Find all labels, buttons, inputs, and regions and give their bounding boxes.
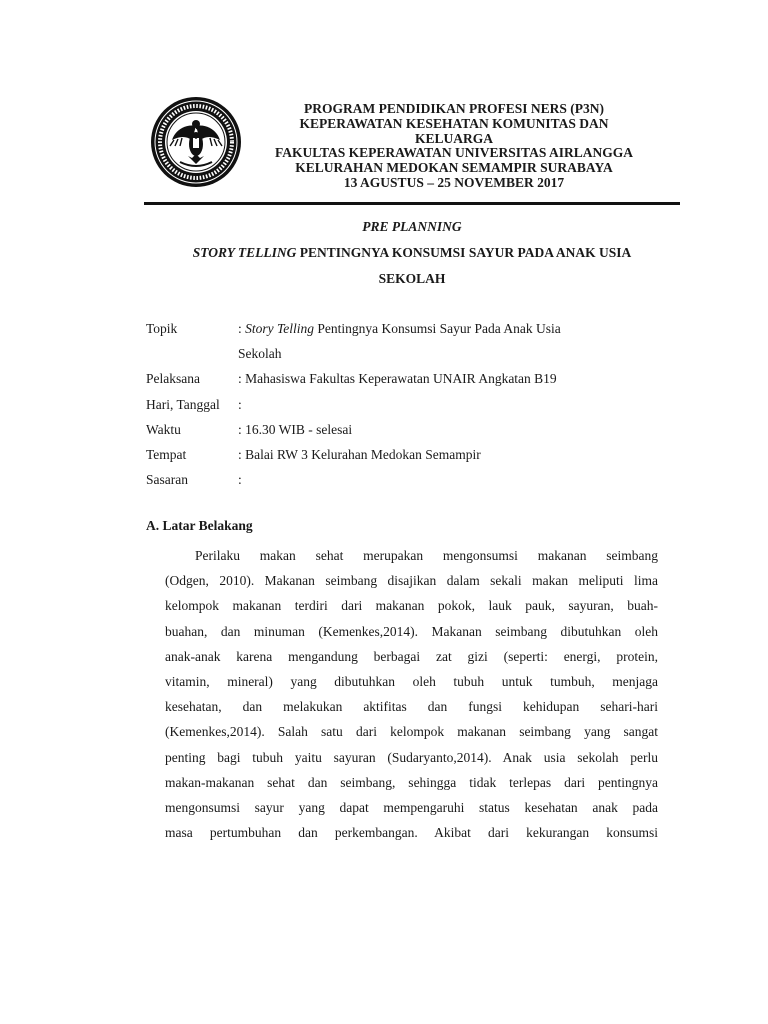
info-topik-cont: Sekolah — [238, 346, 282, 362]
body-line: (Odgen, 2010). Makanan seimbang disajikan dalam sekali makan meliputi lima — [165, 573, 658, 589]
title-pre-planning: PRE PLANNING — [362, 219, 462, 234]
info-label-tempat: Tempat — [146, 447, 187, 463]
body-line: makan-makanan sehat dan seimbang, sehingga tidak terlepas dari pentingnya — [165, 774, 658, 790]
info-value-sasaran: : — [238, 472, 242, 488]
header-divider — [144, 202, 680, 205]
info-row-waktu — [146, 417, 666, 442]
university-seal-logo — [150, 96, 242, 188]
body-line: Perilaku makan sehat merupakan mengonsumsi makanan seimbang — [195, 548, 658, 563]
letterhead-line-dates: 13 AGUSTUS – 25 NOVEMBER 2017 — [343, 174, 565, 190]
title-story-telling-rest: PENTINGNYA KONSUMSI SAYUR PADA ANAK USIA — [296, 245, 632, 260]
letterhead-line-department: KEPERAWATAN KESEHATAN KOMUNITAS DAN — [299, 115, 609, 131]
info-value-topik — [238, 316, 666, 366]
info-topik-rest: Pentingnya Konsumsi Sayur Pada Anak Usia — [314, 321, 561, 336]
info-row-pelaksana — [146, 366, 666, 391]
info-topik-prefix: : — [238, 321, 246, 336]
info-row-tempat — [146, 442, 666, 467]
letterhead-line-program: PROGRAM PENDIDIKAN PROFESI NERS (P3N) — [304, 101, 604, 116]
info-table — [146, 316, 666, 492]
info-label-waktu: Waktu — [146, 421, 181, 437]
info-value-tempat: : Balai RW 3 Kelurahan Medokan Semampir — [238, 447, 481, 463]
body-line: penting bagi tubuh yaitu sayuran (Sudaryanto,2014). Anak usia sekolah perlu — [165, 749, 658, 765]
body-line: anak-anak karena mengandung berbagai zat gizi (seperti: energi, protein, — [165, 648, 658, 664]
info-value-tanggal: : — [238, 396, 242, 412]
letterhead-line-faculty: FAKULTAS KEPERAWATAN UNIVERSITAS AIRLANGGA — [275, 145, 633, 161]
info-label-sasaran: Sasaran — [146, 472, 188, 488]
letterhead-line-location: KELURAHAN MEDOKAN SEMAMPIR SURABAYA — [295, 160, 613, 176]
title-story-telling-italic: STORY TELLING — [192, 245, 297, 260]
title-sekolah: SEKOLAH — [378, 271, 446, 286]
body-line: mengonsumsi sayur yang dapat mempengaruhi status kesehatan anak pada — [165, 799, 658, 815]
letterhead-line-department-cont: KELUARGA — [414, 130, 493, 146]
document-title — [144, 216, 680, 292]
info-value-pelaksana: : Mahasiswa Fakultas Keperawatan UNAIR Angkatan B19 — [238, 371, 557, 387]
info-label-pelaksana: Pelaksana — [146, 371, 200, 387]
info-topik-italic: Story Telling — [245, 321, 315, 336]
body-line: kesehatan, dan melakukan aktifitas dan fungsi kehidupan sehari-hari — [165, 699, 658, 715]
info-value-waktu: : 16.30 WIB - selesai — [238, 421, 353, 437]
info-row-sasaran — [146, 467, 666, 492]
body-line: kelompok makanan terdiri dari makanan pokok, lauk pauk, sayuran, buah- — [165, 598, 658, 614]
title-story-telling — [144, 240, 680, 266]
section-heading-latar-belakang: A. Latar Belakang — [146, 518, 253, 533]
letterhead — [254, 102, 654, 191]
section-body-latar-belakang — [165, 543, 658, 845]
body-line: buahan, dan minuman (Kemenkes,2014). Makanan seimbang dibutuhkan oleh — [165, 623, 658, 639]
body-line: masa pertumbuhan dan perkembangan. Akibat dari kekurangan konsumsi — [165, 825, 658, 841]
info-label-tanggal: Hari, Tanggal — [146, 396, 220, 412]
info-row-topik — [146, 316, 666, 366]
info-row-tanggal — [146, 392, 666, 417]
info-label-topik: Topik — [146, 321, 178, 336]
body-line: (Kemenkes,2014). Salah satu dari kelompok makanan seimbang yang sangat — [165, 724, 658, 740]
body-line: vitamin, mineral) yang dibutuhkan oleh tubuh untuk tumbuh, menjaga — [165, 673, 658, 689]
